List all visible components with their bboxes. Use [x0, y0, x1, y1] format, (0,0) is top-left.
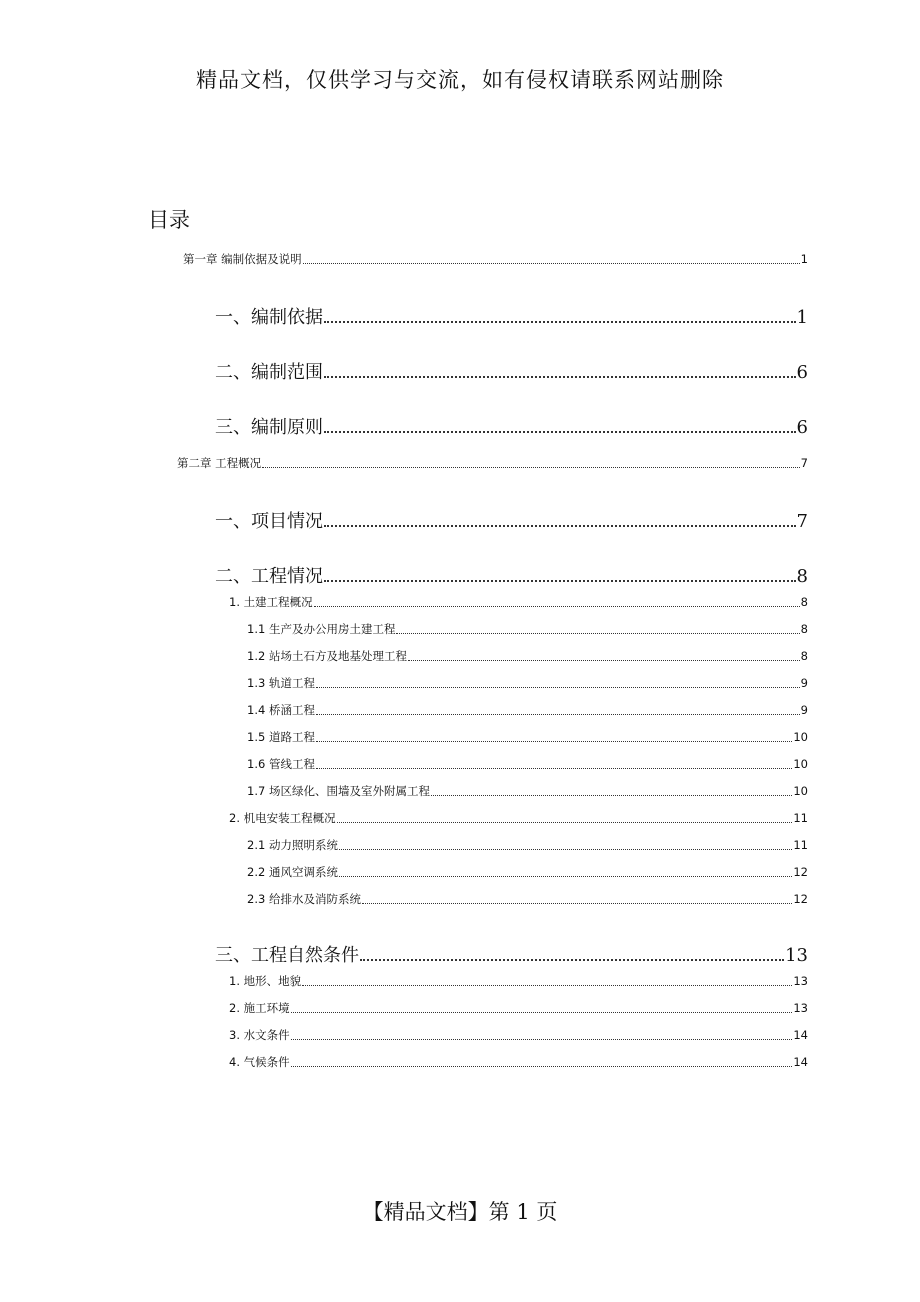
toc-entry-label: 1.6 管线工程: [247, 757, 315, 771]
toc-entry-section[interactable]: [215, 562, 808, 588]
dot-leader: [314, 605, 800, 607]
toc-entry-item[interactable]: [247, 864, 808, 880]
toc-entry-page: 7: [796, 511, 808, 532]
toc-entry-section[interactable]: [215, 413, 808, 439]
dot-leader: [324, 375, 796, 378]
toc-entry-page: 8: [800, 622, 808, 636]
toc-entry-subsection[interactable]: [229, 810, 808, 826]
toc-entry-page: 1: [800, 252, 808, 266]
dot-leader: [360, 958, 784, 961]
toc-entry-item[interactable]: [247, 621, 808, 637]
toc-entry-label: 1. 土建工程概况: [229, 595, 313, 609]
toc-entry-page: 14: [793, 1028, 808, 1042]
dot-leader: [316, 740, 792, 742]
page-header: 精品文档，仅供学习与交流，如有侵权请联系网站删除: [196, 68, 724, 92]
toc-entry-subsection[interactable]: [229, 594, 808, 610]
toc-entry-item[interactable]: [247, 837, 808, 853]
dot-leader: [362, 902, 792, 904]
toc-entry-label: 第二章 工程概况: [177, 456, 262, 470]
toc-entry-section[interactable]: [215, 941, 808, 967]
dot-leader: [303, 262, 800, 264]
toc-entry-item[interactable]: [247, 648, 808, 664]
toc-entry-page: 7: [800, 456, 808, 470]
page-footer: 【精品文档】第 1 页: [362, 1200, 558, 1224]
toc-entry-page: 10: [793, 784, 808, 798]
toc-entry-label: 一、项目情况: [215, 511, 323, 532]
dot-leader: [339, 848, 792, 850]
dot-leader: [316, 686, 800, 688]
toc-entry-page: 13: [793, 1001, 808, 1015]
toc-entry-label: 三、编制原则: [215, 417, 323, 438]
toc-entry-page: 13: [793, 974, 808, 988]
toc-entry-label: 1.5 道路工程: [247, 730, 315, 744]
dot-leader: [291, 1065, 793, 1067]
dot-leader: [324, 524, 796, 527]
toc-entry-label: 1.2 站场土石方及地基处理工程: [247, 649, 407, 663]
toc-entry-page: 12: [793, 892, 808, 906]
dot-leader: [339, 875, 792, 877]
toc-entry-label: 2.2 通风空调系统: [247, 865, 338, 879]
toc-entry-page: 11: [793, 838, 808, 852]
toc-entry-label: 2. 施工环境: [229, 1001, 290, 1015]
toc-entry-section[interactable]: [215, 507, 808, 533]
toc-entry-label: 2.1 动力照明系统: [247, 838, 338, 852]
toc-entry-page: 1: [796, 307, 808, 328]
toc-entry-label: 2. 机电安装工程概况: [229, 811, 336, 825]
toc-entry-label: 2.3 给排水及消防系统: [247, 892, 361, 906]
dot-leader: [316, 713, 800, 715]
dot-leader: [324, 430, 796, 433]
toc-entry-item[interactable]: [247, 783, 808, 799]
toc-entry-page: 8: [800, 595, 808, 609]
toc-entry-label: 1.3 轨道工程: [247, 676, 315, 690]
dot-leader: [291, 1011, 793, 1013]
dot-leader: [291, 1038, 793, 1040]
toc-entry-page: 9: [800, 703, 808, 717]
toc-entry-item[interactable]: [247, 702, 808, 718]
dot-leader: [316, 767, 792, 769]
toc-entry-page: 6: [796, 417, 808, 438]
toc-entry-item[interactable]: [247, 756, 808, 772]
toc-entry-label: 4. 气候条件: [229, 1055, 290, 1069]
toc-entry-page: 14: [793, 1055, 808, 1069]
toc-entry-label: 第一章 编制依据及说明: [183, 252, 302, 266]
toc-entry-label: 1.7 场区绿化、围墙及室外附属工程: [247, 784, 430, 798]
toc-entry-subsection[interactable]: [229, 1027, 808, 1043]
toc-entry-page: 12: [793, 865, 808, 879]
toc-entry-subsection[interactable]: [229, 1054, 808, 1070]
toc-entry-page: 8: [800, 649, 808, 663]
dot-leader: [262, 466, 800, 468]
toc-entry-label: 1.4 桥涵工程: [247, 703, 315, 717]
toc-entry-chapter-2[interactable]: [177, 455, 808, 471]
toc-entry-label: 1. 地形、地貌: [229, 974, 302, 988]
toc-entry-page: 10: [793, 757, 808, 771]
toc-entry-subsection[interactable]: [229, 1000, 808, 1016]
toc-entry-item[interactable]: [247, 729, 808, 745]
toc-entry-label: 3. 水文条件: [229, 1028, 290, 1042]
toc-entry-item[interactable]: [247, 675, 808, 691]
toc-entry-page: 6: [796, 362, 808, 383]
dot-leader: [431, 794, 792, 796]
toc-entry-label: 1.1 生产及办公用房土建工程: [247, 622, 396, 636]
toc-entry-label: 三、工程自然条件: [215, 945, 359, 966]
toc-entry-page: 8: [796, 566, 808, 587]
dot-leader: [324, 320, 796, 323]
toc-entry-section[interactable]: [215, 358, 808, 384]
toc-entry-label: 二、工程情况: [215, 566, 323, 587]
dot-leader: [396, 632, 799, 634]
toc-entry-page: 13: [785, 945, 808, 966]
toc-entry-label: 一、编制依据: [215, 307, 323, 328]
toc-entry-subsection[interactable]: [229, 973, 808, 989]
toc-entry-page: 9: [800, 676, 808, 690]
dot-leader: [324, 579, 796, 582]
toc-entry-section[interactable]: [215, 303, 808, 329]
dot-leader: [302, 984, 792, 986]
dot-leader: [408, 659, 800, 661]
toc-entry-chapter-1[interactable]: [183, 251, 808, 267]
dot-leader: [337, 821, 793, 823]
toc-title: 目录: [148, 208, 190, 232]
toc-entry-page: 11: [793, 811, 808, 825]
toc-entry-page: 10: [793, 730, 808, 744]
toc-entry-item[interactable]: [247, 891, 808, 907]
toc-entry-label: 二、编制范围: [215, 362, 323, 383]
